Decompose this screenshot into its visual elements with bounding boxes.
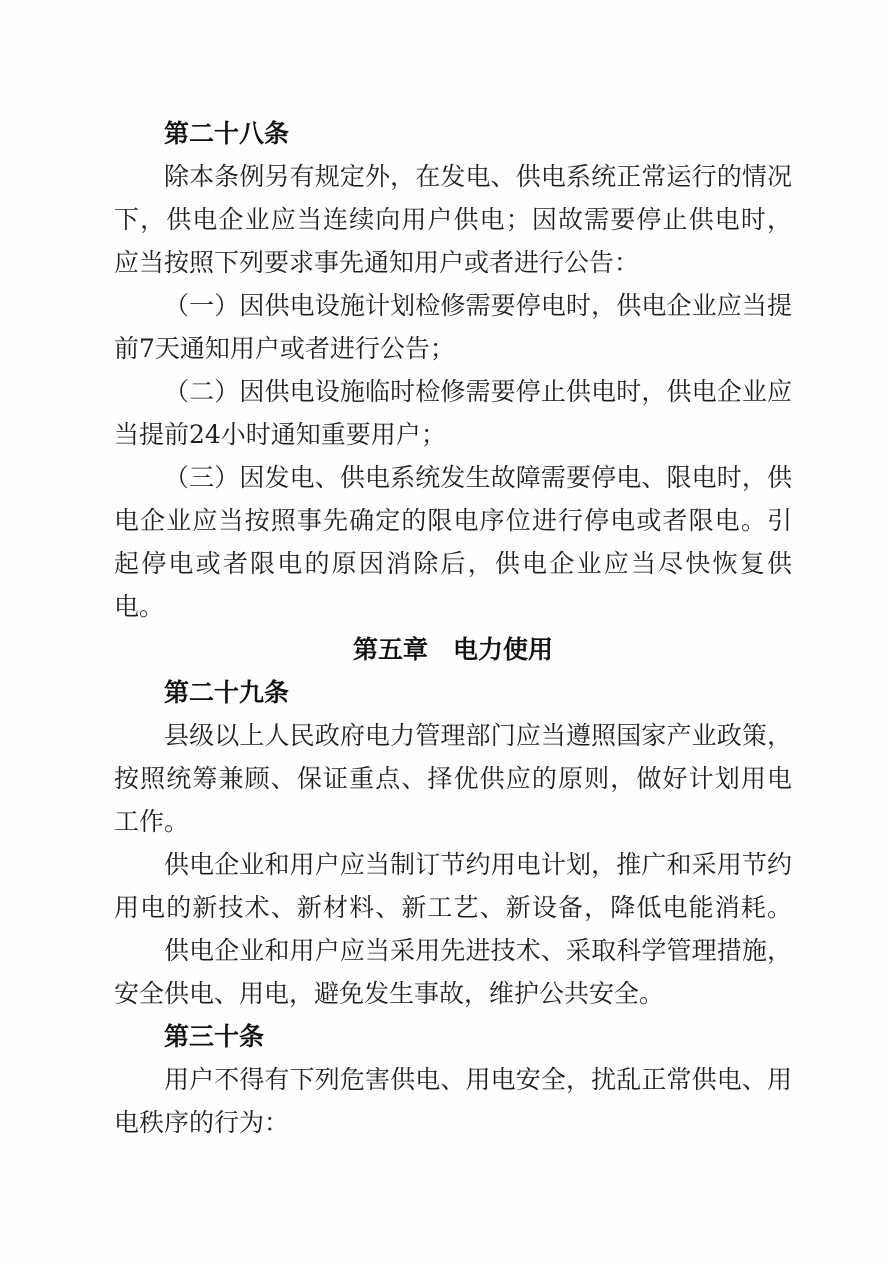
chapter-heading: 第五章 电力使用 [352,635,553,664]
document-text-block [114,112,792,1144]
text-line: 起停电或者限电的原因消除后，供电企业应当尽快恢复供 [114,549,792,578]
text-line: （一）因供电设施计划检修需要停电时，供电企业应当提 [164,291,792,320]
text-line: 电。 [114,592,165,621]
text-line: 除本条例另有规定外，在发电、供电系统正常运行的情况 [164,162,792,191]
text-line: 工作。 [114,807,190,836]
text-line: 电企业应当按照事先确定的限电序位进行停电或者限电。引 [114,506,792,535]
text-line: 供电企业和用户应当制订节约用电计划，推广和采用节约 [164,850,792,879]
text-line: 安全供电、用电，避免发生事故，维护公共安全。 [114,979,665,1008]
article-heading: 第二十九条 [164,678,290,707]
text-line: 当提前24小时通知重要用户； [114,420,446,449]
text-line: 下，供电企业应当连续向用户供电；因故需要停止供电时， [114,205,792,234]
article-heading: 第二十八条 [164,119,290,148]
text-line: 供电企业和用户应当采用先进技术、采取科学管理措施， [164,936,792,965]
text-line: （三）因发电、供电系统发生故障需要停电、限电时，供 [164,463,792,492]
text-line: （二）因供电设施临时检修需要停止供电时，供电企业应 [164,377,792,406]
text-line: 按照统筹兼顾、保证重点、择优供应的原则，做好计划用电 [114,764,792,793]
text-line: 前7天通知用户或者进行公告； [114,334,455,363]
text-line: 电秩序的行为： [114,1108,290,1137]
text-line: 用电的新技术、新材料、新工艺、新设备，降低电能消耗。 [114,893,792,922]
article-heading: 第三十条 [164,1022,265,1051]
text-line: 应当按照下列要求事先通知用户或者进行公告： [114,248,640,277]
text-line: 用户不得有下列危害供电、用电安全，扰乱正常供电、用 [164,1065,792,1094]
text-line: 县级以上人民政府电力管理部门应当遵照国家产业政策， [164,721,792,750]
